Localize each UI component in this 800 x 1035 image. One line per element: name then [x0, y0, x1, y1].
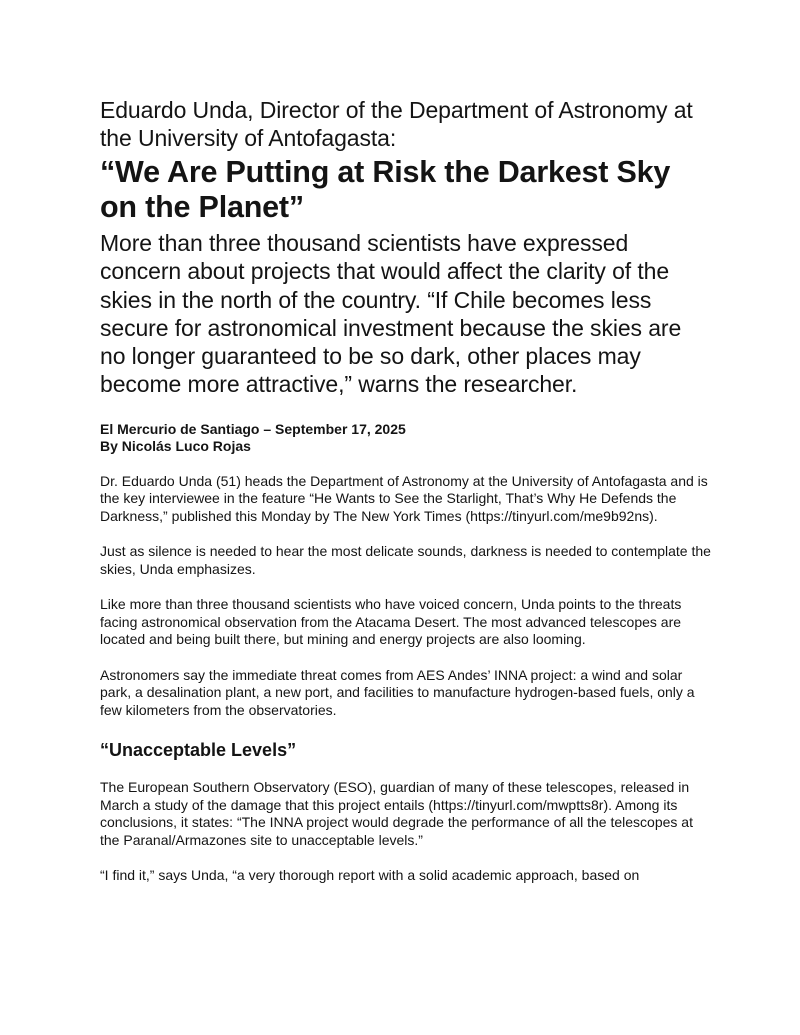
body-paragraph: The European Southern Observatory (ESO), guardian of many of these telescopes, released in March a study of the damage that this project entails (https://tinyurl.com/mwptts8r). Among its conclusions, it states: “The INNA project would degrade the performance of all the telescopes at the Paranal/Armazones site to unacceptable levels.”	[100, 779, 693, 848]
article-page	[100, 96, 712, 885]
article-kicker: Eduardo Unda, Director of the Department of Astronomy at the University of Antofagasta:	[100, 97, 693, 151]
body-paragraph: Just as silence is needed to hear the most delicate sounds, darkness is needed to contemplate the skies, Unda emphasizes.	[100, 543, 711, 577]
body-paragraph: Dr. Eduardo Unda (51) heads the Department of Astronomy at the University of Antofagasta and is the key interviewee in the feature “He Wants to See the Starlight, That’s Why He Defends the Darkness,” published this Monday by The New York Times (https://tinyurl.com/me9b92ns).	[100, 472, 708, 524]
article-headline: “We Are Putting at Risk the Darkest Sky on the Planet”	[100, 155, 671, 224]
body-paragraph: Astronomers say the immediate threat comes from AES Andes’ INNA project: a wind and solar park, a desalination plant, a new port, and facilities to manufacture hydrogen-based fuels, only a few kilometers from the observatories.	[100, 666, 695, 718]
body-paragraph: “I find it,” says Unda, “a very thorough report with a solid academic approach, based on	[100, 867, 640, 884]
article-byline	[100, 421, 712, 455]
section-subhead: “Unacceptable Levels”	[100, 740, 297, 761]
source-line: El Mercurio de Santiago – September 17, 2025	[100, 420, 406, 437]
body-paragraph: Like more than three thousand scientists who have voiced concern, Unda points to the threats facing astronomical observation from the Atacama Desert. The most advanced telescopes are located and being built there, but mining and energy projects are also looming.	[100, 596, 682, 648]
author-line: By Nicolás Luco Rojas	[100, 437, 251, 454]
article-deck: More than three thousand scientists have expressed concern about projects that would affect the clarity of the skies in the north of the country. “If Chile becomes less secure for astronomical investment because the skies are no longer guaranteed to be so dark, other places may become more attractive,” warns the researcher.	[100, 230, 682, 398]
